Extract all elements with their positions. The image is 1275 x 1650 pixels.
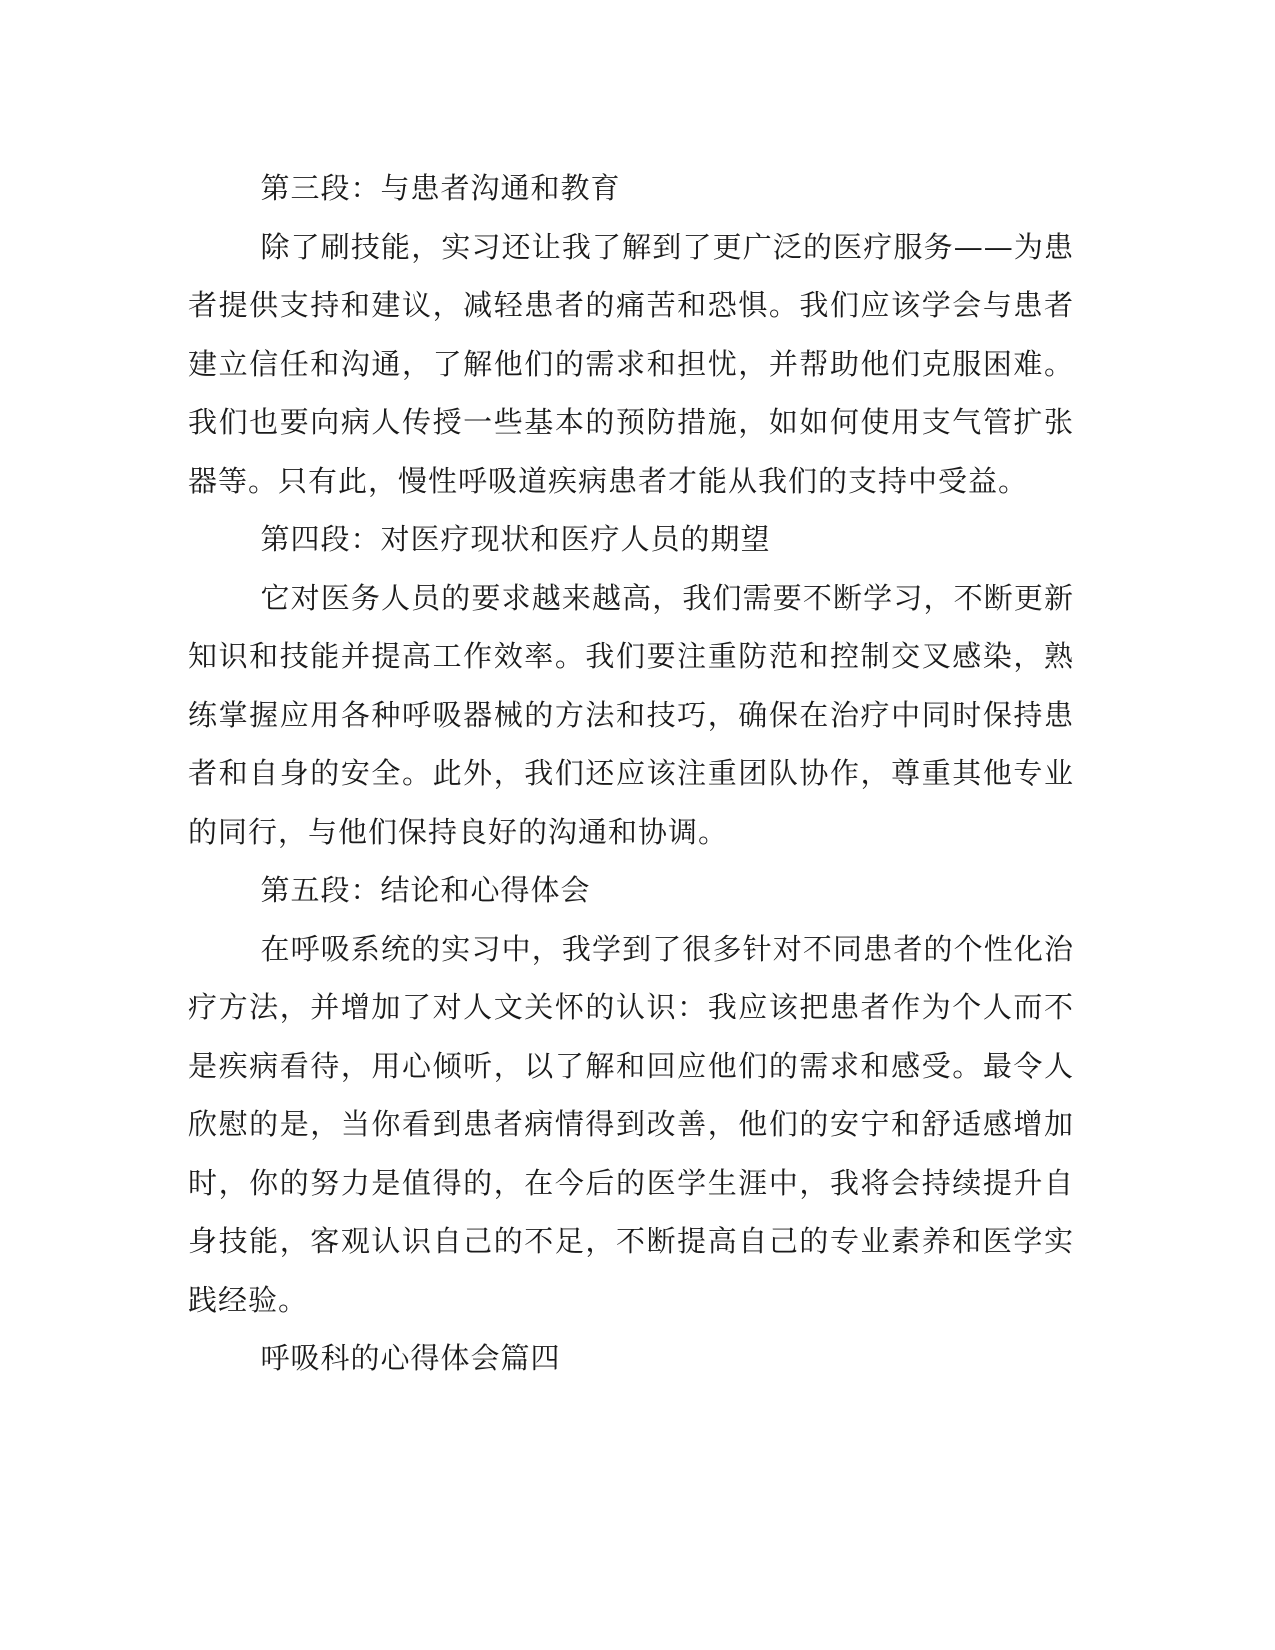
section-heading-4: 第四段：对医疗现状和医疗人员的期望 <box>260 522 771 556</box>
paragraph-communication-education: 除了刷技能，实习还让我了解到了更广泛的医疗服务——为患者提供支持和建议，减轻患者的痛苦和恐惧。我们应该学会与患者建立信任和沟通，了解他们的需求和担忧，并帮助他们克服困难。我们也要向病人传授一些基本的预防措施，如如何使用支气管扩张器等。只有此，慢性呼吸道疾病患者才能从我们的支持中受益。 <box>188 229 1074 498</box>
section-heading-5: 第五段：结论和心得体会 <box>260 873 591 907</box>
section-heading-3: 第三段：与患者沟通和教育 <box>260 171 621 205</box>
document-body <box>188 159 1074 1388</box>
paragraph-medical-expectations: 它对医务人员的要求越来越高，我们需要不断学习，不断更新知识和技能并提高工作效率。我们要注重防范和控制交叉感染，熟练掌握应用各种呼吸器械的方法和技巧，确保在治疗中同时保持患者和自身的安全。此外，我们还应该注重团队协作，尊重其他专业的同行，与他们保持良好的沟通和协调。 <box>188 580 1074 849</box>
article-title-part-4: 呼吸科的心得体会篇四 <box>260 1341 561 1375</box>
paragraph-conclusion: 在呼吸系统的实习中，我学到了很多针对不同患者的个性化治疗方法，并增加了对人文关怀的认识：我应该把患者作为个人而不是疾病看待，用心倾听，以了解和回应他们的需求和感受。最令人欣慰的是，当你看到患者病情得到改善，他们的安宁和舒适感增加时，你的努力是值得的，在今后的医学生涯中，我将会持续提升自身技能，客观认识自己的不足，不断提高自己的专业素养和医学实践经验。 <box>188 931 1074 1317</box>
